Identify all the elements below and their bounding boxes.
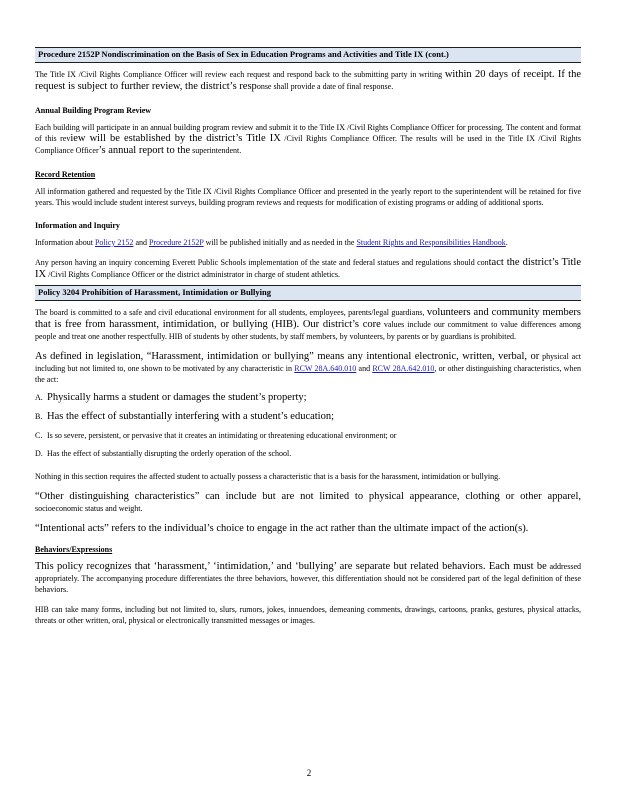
behaviors-paragraph: This policy recognizes that ‘harassment,’ ‘intimidation,’ and ‘bullying’ are separate but related behaviors. Each must be addressed appropriately. The accompanying procedure differentiates the three behaviors, however, this differentiation should not be considered part of the legal definition of these behaviors. (35, 561, 581, 594)
hib-definition-paragraph: As defined in legislation, “Harassment, intimidation or bullying” means any intentional electronic, written, verbal, or physical act including but not limited to, one shown to be motivated by any characteristic in RCW 28A.640.010 and RCW 28A.642.010, or other distinguishing characteristics, when the act: (35, 351, 582, 384)
procedure-header-band: Procedure 2152P Nondiscrimination on the Basis of Sex in Education Programs and Activities and Title IX (cont.) (35, 47, 581, 63)
policy-header-band: Policy 3204 Prohibition of Harassment, Intimidation or Bullying (35, 285, 581, 301)
document-page (35, 47, 581, 626)
annual-review-text: Each building will participate in an annual building program review and submit it to the Title IX /Civil Rights Compliance Officer for processing. The content and format of this review will be established by the district’s Title IX /Civil Rights Compliance Officer. The results will be used in the Title IX /Civil Rights Compliance Officer’s annual report to the superintendent. (35, 123, 581, 156)
intentional-acts-paragraph: “Intentional acts” refers to the individual’s choice to engage in the act rather than the ultimate impact of the action(s). (35, 523, 529, 534)
rcw-28a-640-010-link[interactable]: RCW 28A.640.010 (294, 364, 357, 373)
rcw-28a-642-010-link[interactable]: RCW 28A.642.010 (372, 364, 435, 373)
procedure-2152p-link[interactable]: Procedure 2152P (149, 238, 204, 247)
board-commitment-paragraph: The board is committed to a safe and civil educational environment for all students, employees, parents/legal guardians, volunteers and community members that is free from harassment, intimidation, or bullying (HIB). Our district’s core values include our commitment to value differences among people and treat one another respectfully. HIB of students by other students, by staff members, by volunteers, by parents or by guardians is prohibited. (35, 307, 581, 341)
list-item-c: C. Is so severe, persistent, or pervasive that it creates an intimidating or threatening educational environment; or (35, 431, 397, 440)
behaviors-heading: Behaviors/Expressions (35, 545, 113, 554)
list-item-b: B. Has the effect of substantially interfering with a student’s education; (35, 411, 335, 422)
list-item-a: A. Physically harms a student or damages the student’s property; (35, 392, 307, 403)
nothing-requires-paragraph: Nothing in this section requires the affected student to actually possess a characteristic that is a basis for the harassment, intimidation or bullying. (35, 472, 501, 481)
hib-forms-paragraph: HIB can take many forms, including but not limited to, slurs, rumors, jokes, innuendoes, demeaning comments, drawings, cartoons, pranks, gestures, physical attacks, threats or other written, oral, physical or electronically transmitted messages or images. (35, 605, 581, 625)
list-item-d: D. Has the effect of substantially disrupting the orderly operation of the school. (35, 449, 292, 458)
information-inquiry-heading: Information and Inquiry (35, 221, 120, 230)
policy-2152-link[interactable]: Policy 2152 (94, 238, 134, 247)
record-retention-text: All information gathered and requested by the Title IX /Civil Rights Compliance Officer and presented in the yearly report to the superintendent will be retained for five years. This would include student interest surveys, building program reviews and requests for modification of existing programs or adding of additional sports. (35, 187, 581, 207)
annual-review-heading: Annual Building Program Review (35, 106, 152, 115)
page-number: 2 (306, 768, 312, 778)
record-retention-heading: Record Retention (35, 170, 96, 179)
information-text: Information about Policy 2152 and Procedure 2152P will be published initially and as needed in the Student Rights and Responsibilities Handbook. (35, 238, 508, 247)
other-characteristics-paragraph: “Other distinguishing characteristics” can include but are not limited to physical appearance, clothing or other apparel, socioeconomic status and weight. (35, 491, 581, 513)
student-handbook-link[interactable]: Student Rights and Responsibilities Handbook (356, 238, 506, 247)
review-paragraph: The Title IX /Civil Rights Compliance Officer will review each request and respond back to the submitting party in writing within 20 days of receipt. If the request is subject to further review, the district’s response shall provide a date of final response. (35, 69, 581, 92)
inquiry-text: Any person having an inquiry concerning Everett Public Schools implementation of the state and federal statues and regulations should contact the district’s Title IX /Civil Rights Compliance Officer or the district administrator in charge of student athletics. (35, 257, 581, 280)
